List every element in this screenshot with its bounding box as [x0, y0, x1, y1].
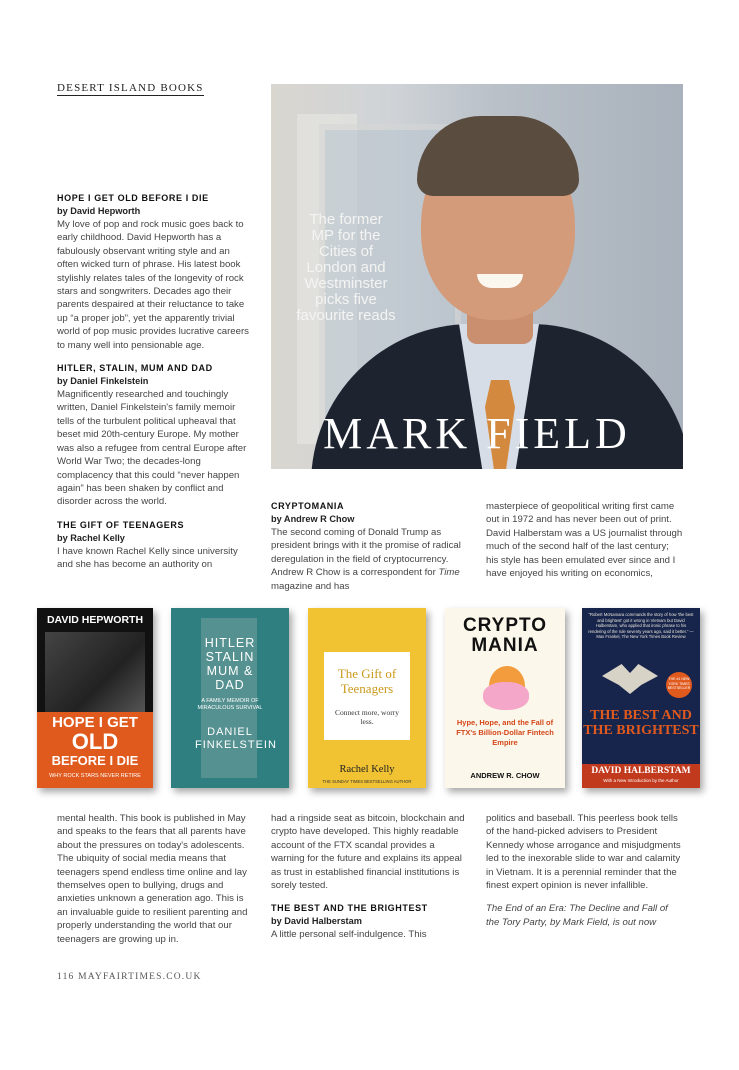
book-text-best-brightest: A little personal self-indulgence. This: [271, 929, 427, 941]
book-cover-best-brightest: [582, 608, 700, 788]
cover-title-1: HOPE I GET: [52, 714, 138, 731]
section-label: DESERT ISLAND BOOKS: [57, 82, 204, 94]
book-author-best-brightest: by David Halberstam: [271, 916, 362, 927]
outro-text: The End of an Era: The Decline and Fall of the Tory Party, by Mark Field, is out now: [486, 903, 668, 928]
cover-title: The Gift of Teenagers: [337, 666, 397, 696]
book-title-teenagers: THE GIFT OF TEENAGERS: [57, 519, 185, 530]
hero-caption: The former MP for the Cities of London and Westminster picks five favourite reads: [296, 211, 396, 324]
hero-name: MARK FIELD: [323, 409, 631, 458]
book-text-best-brightest-cont: politics and baseball. This peerless book tells of the hand-picked advisers to President Kennedy whose arrogance and misjudgments led to the inexorable slide to war and calamity in Vietnam. It is a perennial reminder that the finest expert opinion is never infallible.: [486, 813, 681, 892]
book-cover-teenagers: [308, 608, 426, 788]
text-part: The second coming of Donald Trump as president brings with it the promise of radical deregulation in the field of cryptocurrency. Andrew R Chow is a correspondent for: [271, 527, 461, 579]
cover-author: DAVID HEPWORTH: [46, 614, 144, 626]
cover-author: ANDREW R. CHOW: [470, 771, 540, 780]
cover-author: DAVID HALBERSTAM: [591, 766, 691, 776]
cover-tag: THE SUNDAY TIMES BESTSELLING AUTHOR: [322, 779, 412, 784]
book-title-hitler: HITLER, STALIN, MUM AND DAD: [57, 363, 213, 374]
book-text-teenagers: I have known Rachel Kelly since university and she has become an authority on: [57, 545, 238, 571]
cover-title-2: OLD: [71, 729, 119, 754]
book-author-cryptomania: by Andrew R Chow: [271, 514, 355, 524]
magazine-name: Time: [438, 567, 460, 579]
book-title-cryptomania: CRYPTOMANIA: [271, 501, 345, 511]
cover-sub: With a New Introduction by the Author: [603, 778, 679, 783]
book-author-hope: by David Hepworth: [57, 206, 141, 216]
bestseller-badge: THE #1 NEW YORK TIMES BESTSELLER: [666, 672, 692, 698]
book-text-cryptomania-cont: had a ringside seat as bitcoin, blockchain and crypto have developed. This highly readable account of the FTX scandal provides a warning for the future and explains its appeal as trust in established financial institutions is sorely tested.: [271, 813, 465, 892]
column-3: [486, 500, 683, 590]
book-text-cryptomania: [271, 526, 467, 593]
cover-title: HITLER STALIN MUM & DAD: [204, 636, 256, 692]
cover-sub: WHY ROCK STARS NEVER RETIRE: [49, 773, 141, 779]
cover-photo: [45, 632, 145, 712]
eagle-icon: [602, 664, 658, 694]
bottom-column-3: [486, 812, 682, 939]
book-cover-hope: [37, 608, 153, 788]
cover-title-3: BEFORE I DIE: [51, 753, 139, 768]
cover-sub: Hype, Hope, and the Fall of FTX's Billion-Dollar Fintech Empire: [456, 718, 554, 747]
book-text-halberstam-cont: masterpiece of geopolitical writing first came out in 1972 and has never been out of print. David Halberstam was a US journalist through much of the second half of the last century; his style has been emulated ever since and I have enjoyed his writing on economics,: [486, 501, 683, 580]
book-text-hitler: Magnificently researched and touchingly written, Daniel Finkelstein's family memoir tells of the turbulent political upheaval that beset mid 20th-century Europe. My mother was also a refugee from central Europe after World War Two; the decades-long complacency that this could “never happen again” has been shaken by conflict and disorder across the world.: [57, 389, 247, 508]
cover-sub: Connect more, worry less.: [335, 708, 399, 726]
cover-author: Rachel Kelly: [339, 764, 395, 775]
hero-portrait: [271, 84, 683, 469]
bottom-column-2: [271, 812, 467, 952]
smile: [477, 274, 523, 288]
piggy-bank-icon: [483, 682, 529, 710]
cover-title: THE BEST AND THE BRIGHTEST: [583, 708, 699, 738]
bottom-column-1: [57, 812, 253, 956]
book-author-teenagers: by Rachel Kelly: [57, 532, 125, 543]
book-cover-hitler: [171, 608, 289, 788]
column-2: [271, 500, 467, 603]
cover-author: DANIEL FINKELSTEIN: [195, 726, 277, 751]
book-title-best-brightest: THE BEST AND THE BRIGHTEST: [271, 903, 428, 914]
book-text-hope: My love of pop and rock music goes back to early childhood. David Hepworth has a fabulously observant writing style and an often wicked turn of phrase. His latest book stylishly relates tales of the longevity of rock stars and songwriters. Decades ago their parents despaired at their reluctance to take up “a proper job”, yet the apparently trivial world of pop music provides lucrative careers to many well into pensionable age.: [57, 219, 249, 351]
text-part: magazine and has: [271, 580, 350, 592]
book-author-hitler: by Daniel Finkelstein: [57, 376, 149, 387]
book-cover-cryptomania: [445, 608, 565, 788]
book-title-hope: HOPE I GET OLD BEFORE I DIE: [57, 193, 209, 203]
column-1: [57, 192, 252, 582]
cover-title-2: MANIA: [471, 635, 539, 656]
cover-quote: “Robert McNamara commands the story of how 'the best and brightest' got it wrong in Vietnam but David Halberstam, who applied that ironic phrase to his rendering of the rule seventy years ago, said it better.” —Max Frankel, The New York Times Book Review: [588, 612, 694, 639]
page-footer: 116 MAYFAIRTIMES.CO.UK: [57, 972, 202, 982]
book-text-teenagers-cont: mental health. This book is published in May and speaks to the fears that all parents have about the pressures on today's adolescents. The ubiquity of social media means that teenagers spend endless time online and lay themselves open to bullying, drugs and anxieties unknown a generation ago. This is an invaluable guide to resilient parenting and properly understanding the world that our teenagers are growing up in.: [57, 813, 248, 945]
cover-title-1: CRYPTO: [462, 615, 548, 636]
cover-sub: A FAMILY MEMOIR OF MIRACULOUS SURVIVAL: [197, 698, 263, 711]
